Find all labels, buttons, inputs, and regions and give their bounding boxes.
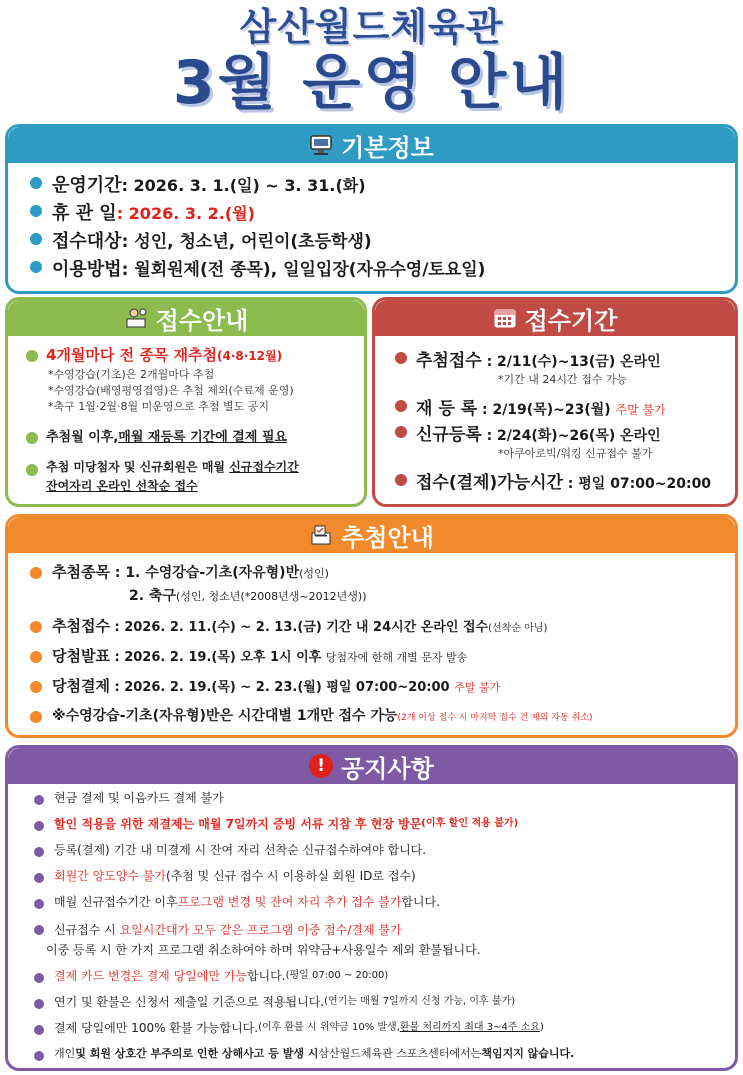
- notice-text: 결제 당일에만 100% 환불 가능합니다.: [54, 1021, 259, 1035]
- bullet-icon: [34, 899, 44, 909]
- reception-item2-emphasis: 매월 재등록 기간에 결제 필요: [118, 430, 288, 445]
- bullet-icon: [30, 233, 42, 245]
- row-value: : 성인, 청소년, 어린이(초등학생): [121, 232, 372, 252]
- bullet-icon: [34, 795, 44, 805]
- notice-item: [34, 790, 735, 806]
- bullet-icon: [30, 205, 42, 217]
- lottery-label: 당첨결제: [52, 677, 110, 695]
- weekend-unavailable: 주말 불가: [615, 403, 666, 417]
- bullet-icon: [34, 1051, 44, 1061]
- notice-text-emphasis: 책임지지 않습니다.: [481, 1047, 575, 1060]
- period-value: : 2/19(목)~23(월): [477, 402, 616, 418]
- lottery-value: 2. 축구: [129, 588, 176, 604]
- period-value: : 2/24(화)~26(목) 온라인: [481, 428, 661, 444]
- calendar-icon: [493, 307, 517, 329]
- lottery-row: [30, 561, 735, 608]
- notice-item: [34, 868, 735, 884]
- notice-item: [34, 1046, 735, 1062]
- lottery-value: : 2026. 2. 11.(수) ~ 2. 13.(금) 기간 내 24시간 온라인 접수: [109, 620, 489, 635]
- lottery-value: : 2026. 2. 19.(목) 오후 1시 이후: [109, 650, 326, 665]
- bullet-icon: [30, 711, 42, 723]
- reception-item1: 4개월마다 전 종목 재추첨: [46, 346, 218, 364]
- notice-note: (이후 환불 시 위약금 10% 발생,: [258, 1022, 400, 1033]
- period-label: 접수(결제)가능시간: [416, 473, 563, 493]
- bullet-icon: [26, 464, 38, 476]
- period-header: [375, 300, 735, 336]
- period-label: 재 등 록: [416, 399, 478, 419]
- lottery-label: 추첨접수: [52, 617, 110, 635]
- reception-header: [8, 300, 364, 336]
- reception-note: *수영강습(배영평영접영)은 추첨 제외(수료제 운영): [48, 384, 294, 397]
- lottery-note: (성인): [299, 567, 329, 580]
- lottery-note: (선착순 아님): [488, 623, 548, 634]
- row-label: 휴 관 일: [52, 203, 117, 224]
- reception-item3: 추첨 미당첨자 및 신규회원은 매월: [46, 460, 230, 474]
- bullet-icon: [395, 474, 407, 486]
- notice-note: ): [539, 1022, 544, 1033]
- notice-item: [34, 894, 735, 910]
- lottery-row: [30, 645, 735, 666]
- notice-item: [34, 816, 735, 832]
- bullet-icon: [34, 821, 44, 831]
- reception-item: [26, 344, 364, 365]
- notice-note-emphasis: 환불 처리까지 최대 3~4주 소요: [399, 1022, 540, 1033]
- reception-item1-months: (4·8·12월): [217, 349, 283, 363]
- bullet-icon: [30, 261, 42, 273]
- notice-text-red: 회원간 양도양수 불가: [54, 869, 166, 883]
- notice-text: (추첨 및 신규 접수 시 이용하실 회원 ID로 접수): [165, 869, 416, 883]
- lottery-note: 당첨자에 한해 개별 문자 발송: [325, 651, 468, 664]
- lottery-row: [30, 675, 735, 696]
- bullet-icon: [34, 999, 44, 1009]
- lottery-note: (성인, 청소년(*2008년생~2012년생)): [175, 590, 367, 603]
- page-title-line1: 삼산월드체육관: [239, 5, 504, 49]
- period-row: [395, 394, 735, 419]
- bullet-icon: [34, 925, 44, 935]
- notice-text: 현금 결제 및 이음카드 결제 불가: [54, 791, 224, 805]
- notice-text: 개인: [54, 1047, 76, 1060]
- period-label: 추첨접수: [416, 351, 482, 371]
- period-label: 신규등록: [416, 425, 482, 445]
- notice-text: 신규접수 시: [54, 923, 120, 937]
- period-row: [395, 346, 735, 387]
- notice-text-red: 결제 카드 변경은 결제 당일에만 가능: [54, 969, 247, 983]
- notice-title: 공지사항: [341, 754, 434, 783]
- bullet-icon: [26, 350, 38, 362]
- basic-info-panel: [5, 124, 738, 294]
- bullet-icon: [30, 681, 42, 693]
- reception-note: *축구 1월·2월·8월 미운영으로 추첨 별도 공지: [48, 400, 269, 413]
- bullet-icon: [30, 177, 42, 189]
- period-title: 접수기간: [524, 306, 618, 335]
- notice-text: 연기 및 환불은 신청서 제출일 기준으로 적용됩니다.: [54, 995, 325, 1009]
- period-row: [395, 420, 735, 461]
- bullet-icon: [34, 973, 44, 983]
- lottery-row: [30, 615, 735, 636]
- lottery-label: 당첨발표: [52, 647, 110, 665]
- notice-text-red: 요일시간대가 모두 같은 프로그램 이중 접수/결제 불가: [119, 923, 402, 937]
- row-label: 접수대상: [52, 231, 122, 252]
- notice-text-red: 할인 적용을 위한 재결제는 매월 7일까지 증빙 서류 지참 후 현장 방문: [54, 817, 422, 831]
- bullet-icon: [395, 352, 407, 364]
- reception-item2: 추첨월 이후,: [46, 430, 119, 445]
- reception-item: [26, 426, 364, 445]
- period-note: *아쿠아로빅/워킹 신규접수 불가: [498, 447, 653, 460]
- row-value: : 2026. 3. 1.(일) ~ 3. 31.(화): [121, 176, 366, 195]
- lottery-value: : 1. 수영강습-기초(자유형)반: [109, 565, 300, 581]
- notice-text: 및 회원 상호간 부주의로 인한 상해사고 등 발생 시: [75, 1047, 319, 1060]
- lottery-label: 추첨종목: [52, 563, 110, 581]
- notice-item: [34, 1020, 735, 1036]
- alert-icon: !: [309, 754, 333, 778]
- lottery-header: [8, 517, 735, 553]
- bullet-icon: [26, 432, 38, 444]
- bullet-icon: [30, 651, 42, 663]
- row-label: 이용방법: [52, 259, 122, 280]
- bullet-icon: [34, 1025, 44, 1035]
- basic-info-header: [8, 127, 735, 163]
- reception-item3-emphasis: 잔여자리 온라인 선착순 접수: [46, 479, 198, 493]
- notice-text-red: 프로그램 변경 및 잔여 자리 추가 접수 불가: [177, 895, 402, 909]
- reception-title: 접수안내: [155, 306, 249, 335]
- bullet-icon: [30, 621, 42, 633]
- basic-info-row: [30, 255, 735, 281]
- bullet-icon: [34, 847, 44, 857]
- notice-note-red: (이후 할인 적용 불가): [421, 818, 519, 829]
- bullet-icon: [34, 873, 44, 883]
- period-value: : 평일 07:00~20:00: [562, 476, 712, 492]
- notice-item: [34, 842, 735, 858]
- period-note: *기간 내 24시간 접수 가능: [498, 373, 628, 386]
- basic-info-row: [30, 199, 735, 225]
- reception-item3-period: 신규접수기간: [229, 460, 299, 474]
- notice-item: [34, 994, 735, 1010]
- closed-date-value: : 2026. 3. 2.(월): [116, 204, 255, 223]
- reception-panel: [5, 297, 367, 507]
- notice-text: 합니다.: [401, 895, 440, 909]
- notice-item: [34, 920, 735, 960]
- notice-panel: [5, 745, 738, 1071]
- basic-info-title: 기본정보: [341, 133, 434, 162]
- lottery-row: [30, 705, 735, 725]
- reception-notes: [48, 367, 294, 415]
- notice-text: 등록(결제) 기간 내 미결제 시 잔여 자리 선착순 신규접수하여야 합니다.: [54, 843, 427, 857]
- notice-note: (평일 07:00 ~ 20:00): [285, 970, 389, 981]
- lottery-warning-note: (2개 이상 접수 시 마지막 접수 건 제외 자동 취소): [397, 713, 593, 723]
- period-value: : 2/11(수)~13(금) 온라인: [481, 354, 661, 370]
- notice-item: [34, 968, 735, 984]
- notice-header: [8, 748, 735, 784]
- lottery-value: : 2026. 2. 19.(목) ~ 2. 23.(월) 평일 07:00~20:00: [109, 680, 455, 695]
- period-row: [395, 468, 735, 493]
- monitor-icon: [309, 134, 333, 156]
- page-header: [0, 4, 743, 116]
- lottery-warning: ※수영강습-기초(자유형)반은 시간대별 1개만 접수 가능: [52, 708, 398, 724]
- notice-text: 이중 등록 시 한 가지 프로그램 취소하여야 하며 위약금+사용일수 제외 환불됩니다.: [46, 943, 481, 957]
- bullet-icon: [30, 567, 42, 579]
- page-title-line2: 3월 운영 안내: [172, 48, 571, 118]
- weekend-unavailable: 주말 불가: [454, 681, 501, 694]
- notice-text: 합니다.: [246, 969, 286, 983]
- notice-text: 매월 신규접수기간 이후: [54, 895, 178, 909]
- lottery-panel: [5, 514, 738, 738]
- reception-desk-icon: [124, 307, 148, 329]
- lottery-title: 추첨안내: [341, 523, 434, 552]
- basic-info-row: [30, 171, 735, 197]
- ballot-box-icon: [309, 524, 333, 546]
- reception-note: *수영강습(기초)은 2개월마다 추첨: [48, 368, 215, 381]
- reception-item: [26, 458, 364, 496]
- bullet-icon: [395, 426, 407, 438]
- row-value: : 월회원제(전 종목), 일일입장(자유수영/토요일): [121, 260, 486, 280]
- notice-text: 삼산월드체육관 스포츠센터에서는: [318, 1047, 482, 1060]
- basic-info-row: [30, 227, 735, 253]
- notice-note: (연기는 매월 7일까지 신청 가능, 이후 불가): [324, 996, 516, 1007]
- row-label: 운영기간: [52, 175, 122, 196]
- bullet-icon: [395, 400, 407, 412]
- period-panel: [372, 297, 738, 507]
